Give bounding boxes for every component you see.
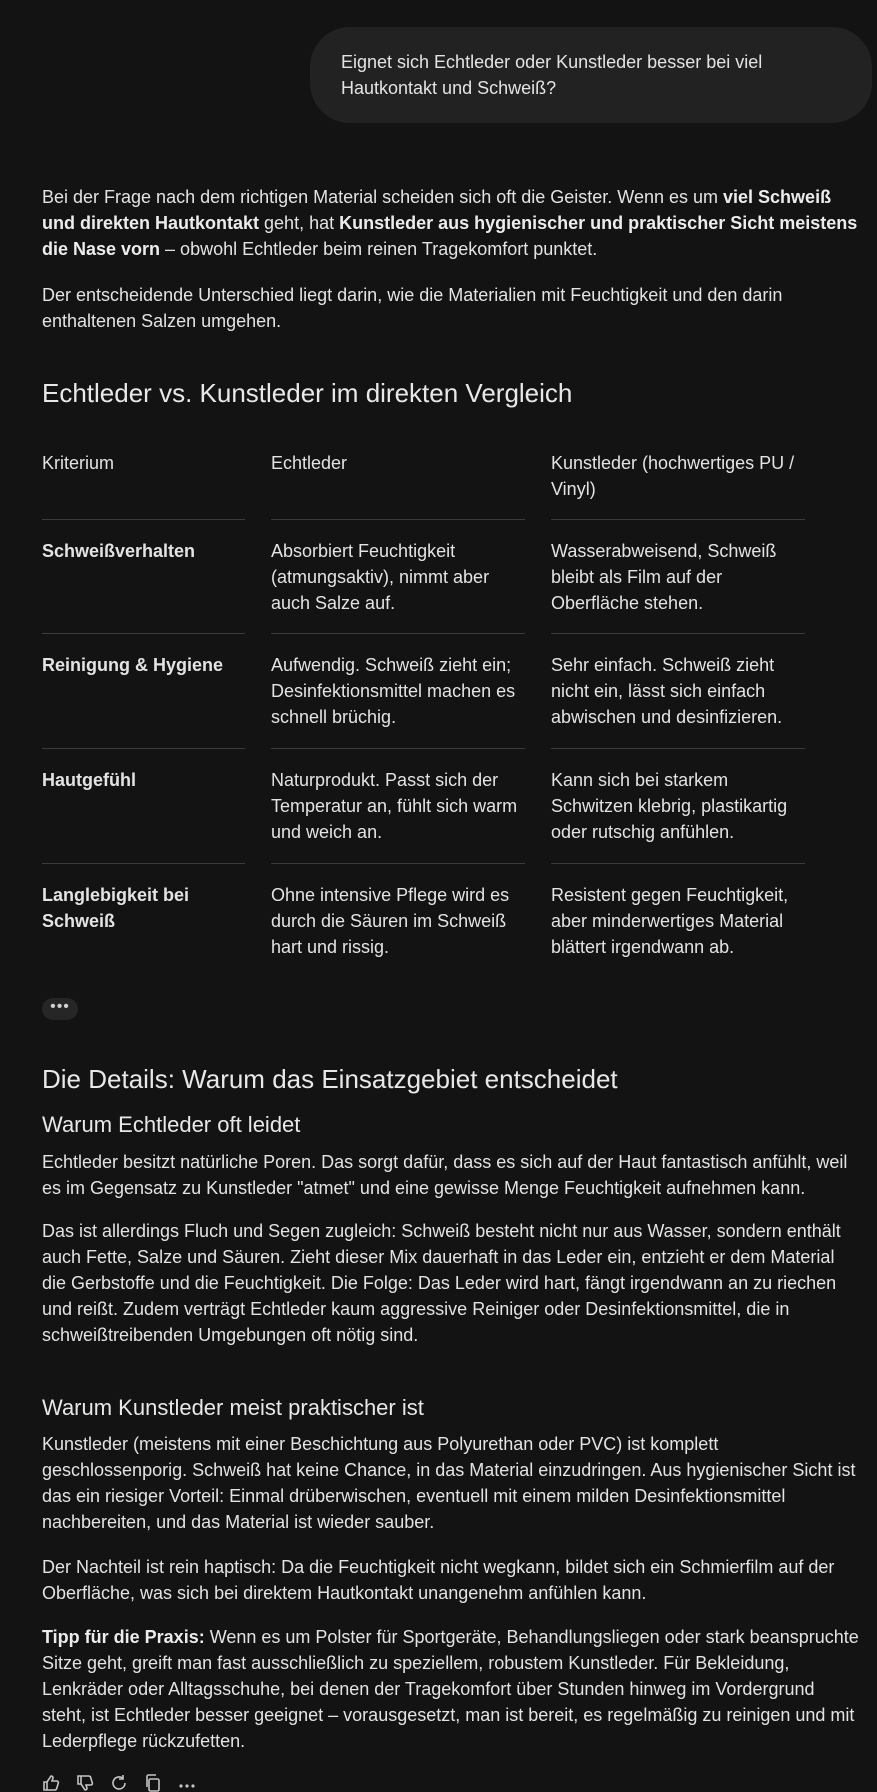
table-divider [551, 863, 805, 864]
echtleder-paragraph-1: Echtleder besitzt natürliche Poren. Das sorgt dafür, dass es sich auf der Haut fantastisch anfühlt, weil es im Gegensatz zu Kunstleder "atmet" und eine gewisse Menge Feuchtigkeit aufnehmen kann. [42, 1152, 848, 1198]
table-divider [42, 748, 245, 749]
table-cell-echtleder: Ohne intensive Pflege wird es durch die Säuren im Schweiß hart und rissig. [271, 885, 510, 957]
response-actions [42, 1774, 198, 1792]
intro-text-3: – obwohl Echtleder beim reinen Tragekomfort punktet. [160, 239, 598, 259]
more-options-icon[interactable] [178, 1774, 198, 1792]
comparison-heading: Echtleder vs. Kunstleder im direkten Vergleich [42, 378, 573, 408]
table-cell-kunstleder: Sehr einfach. Schweiß zieht nicht ein, lässt sich einfach abwischen und desinfizieren. [551, 655, 783, 727]
table-cell-echtleder: Aufwendig. Schweiß zieht ein; Desinfektionsmittel machen es schnell brüchig. [271, 655, 516, 727]
tip-label: Tipp für die Praxis: [42, 1627, 205, 1647]
table-cell-echtleder: Naturprodukt. Passt sich der Temperatur an, fühlt sich warm und weich an. [271, 770, 518, 842]
user-message-text: Eignet sich Echtleder oder Kunstleder besser bei viel Hautkontakt und Schweiß? [341, 52, 763, 98]
intro-paragraph [42, 184, 862, 262]
tip-text: Wenn es um Polster für Sportgeräte, Behandlungsliegen oder stark beanspruchte Sitze geht, greift man fast ausschließlich zu speziellem, robustem Kunstleder. Für Bekleidung, Lenkräder oder Alltagsschuhe, bei denen der Tragekomfort über Stunden hinweg im Vordergrund steht, ist Echtleder besser geeignet – vorausgesetzt, man ist bereit, es regelmäßig zu reinigen und mit Lederpflege rückzufetten. [42, 1627, 859, 1751]
kunstleder-paragraph-2: Der Nachteil ist rein haptisch: Da die Feuchtigkeit nicht wegkann, bildet sich ein Schmierfilm auf der Oberfläche, was sich bei direktem Hautkontakt unangenehm anfühlen kann. [42, 1557, 835, 1603]
echtleder-paragraph-2: Das ist allerdings Fluch und Segen zugleich: Schweiß besteht nicht nur aus Wasser, sondern enthält auch Fette, Salze und Säuren. Zieht dieser Mix dauerhaft in das Leder ein, entzieht er dem Material die Gerbstoffe und die Feuchtigkeit. Die Folge: Das Leder wird hart, fängt irgendwann an zu riechen und reißt. Zudem verträgt Echtleder kaum aggressive Reiniger oder Desinfektionsmittel, die in schweißtreibenden Umgebungen oft nötig sind. [42, 1221, 841, 1345]
table-header-echtleder: Echtleder [271, 453, 348, 473]
kunstleder-paragraph-1: Kunstleder (meistens mit einer Beschichtung aus Polyurethan oder PVC) ist komplett geschlossenporig. Schweiß hat keine Chance, in das Material einzudringen. Aus hygienischer Sicht ist das ein riesiger Vorteil: Einmal drüberwischen, eventuell mit einem milden Desinfektionsmittel nachbereiten, und das Material ist wieder sauber. [42, 1434, 856, 1532]
table-cell-kunstleder: Resistent gegen Feuchtigkeit, aber minderwertiges Material blättert irgendwann ab. [551, 885, 789, 957]
intro-paragraph-2: Der entscheidende Unterschied liegt darin, wie die Materialien mit Feuchtigkeit und den darin enthaltenen Salzen umgehen. [42, 285, 783, 331]
intro-bold-1: viel Schweiß und direkten Hautkontakt [42, 187, 832, 233]
more-label: ••• [50, 998, 70, 1015]
table-cell-kunstleder: Wasserabweisend, Schweiß bleibt als Film auf der Oberfläche stehen. [551, 541, 777, 613]
intro-text-1: Bei der Frage nach dem richtigen Material scheiden sich oft die Geister. Wenn es um [42, 187, 724, 207]
user-message-bubble [310, 27, 872, 123]
table-divider [551, 748, 805, 749]
table-divider [42, 633, 245, 634]
table-divider [42, 863, 245, 864]
table-cell-kunstleder: Kann sich bei starkem Schwitzen klebrig, plastikartig oder rutschig anfühlen. [551, 770, 788, 842]
table-cell-criterion: Langlebigkeit bei Schweiß [42, 885, 190, 931]
table-divider [271, 748, 525, 749]
kunstleder-subheading: Warum Kunstleder meist praktischer ist [42, 1395, 424, 1420]
table-cell-criterion: Reinigung & Hygiene [42, 655, 224, 675]
table-divider [551, 633, 805, 634]
tip-paragraph [42, 1624, 862, 1754]
table-more-button[interactable] [42, 998, 78, 1020]
details-heading: Die Details: Warum das Einsatzgebiet entscheidet [42, 1064, 618, 1094]
table-cell-criterion: Hautgefühl [42, 770, 136, 790]
table-divider [42, 519, 245, 520]
table-divider [271, 519, 525, 520]
thumb-down-icon[interactable] [76, 1774, 96, 1792]
intro-bold-2: Kunstleder aus hygienischer und praktischer Sicht meistens die Nase vorn [42, 213, 858, 259]
table-divider [271, 633, 525, 634]
regenerate-icon[interactable] [110, 1774, 130, 1792]
thumb-up-icon[interactable] [42, 1774, 62, 1792]
table-header-kriterium: Kriterium [42, 453, 115, 473]
table-divider [271, 863, 525, 864]
intro-text-2: geht, hat [259, 213, 340, 233]
table-cell-echtleder: Absorbiert Feuchtigkeit (atmungsaktiv), nimmt aber auch Salze auf. [271, 541, 490, 613]
table-cell-criterion: Schweißverhalten [42, 541, 196, 561]
echtleder-subheading: Warum Echtleder oft leidet [42, 1112, 301, 1137]
copy-icon[interactable] [144, 1774, 164, 1792]
table-header-kunstleder: Kunstleder (hochwertiges PU / Vinyl) [551, 453, 795, 499]
table-divider [551, 519, 805, 520]
